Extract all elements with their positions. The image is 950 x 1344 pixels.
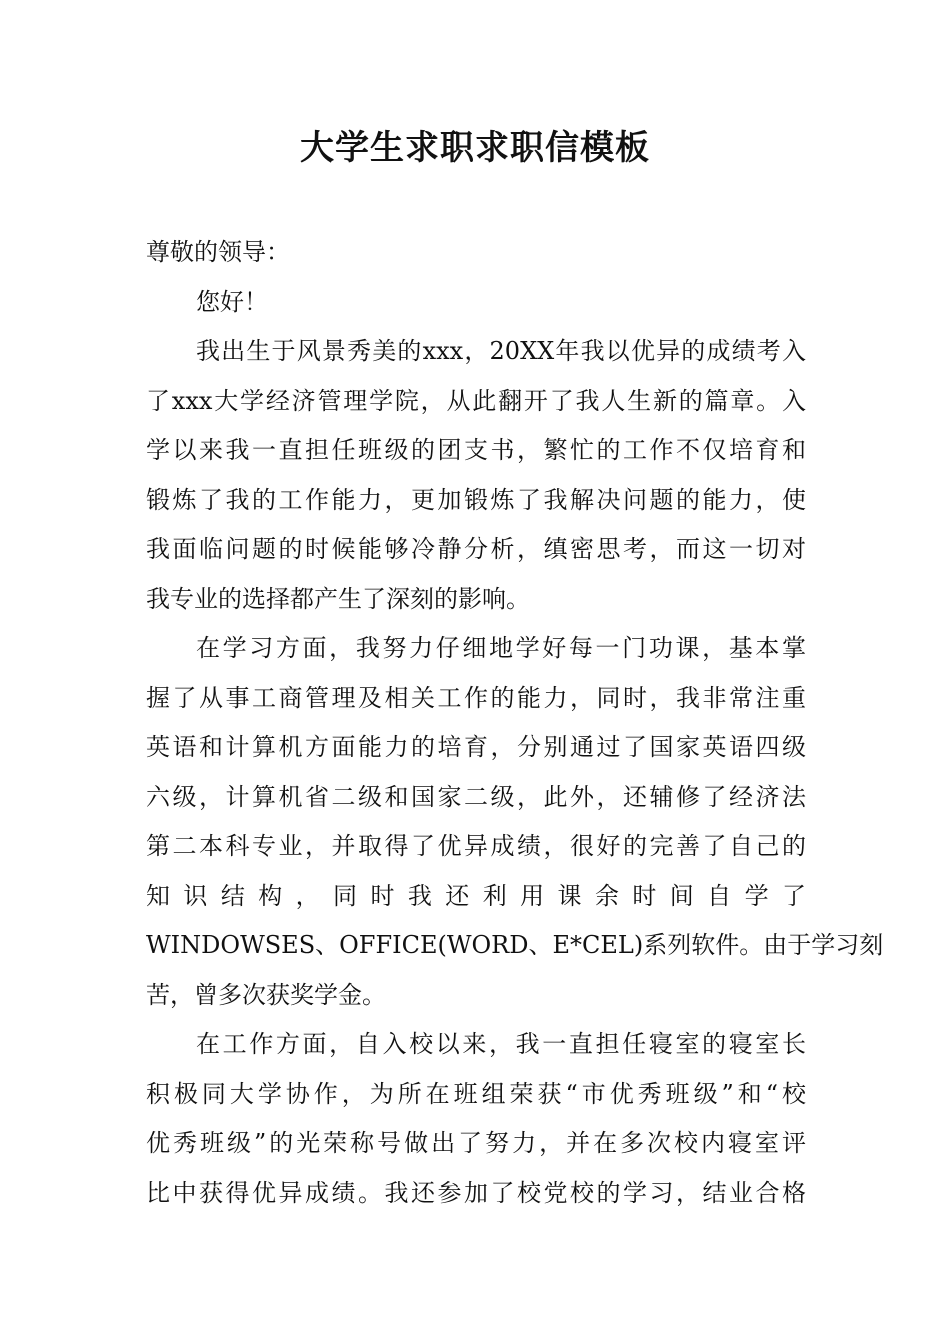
- paragraph-line: 我出生于风景秀美的xxx，20XX年我以优异的成绩考入: [196, 337, 806, 365]
- paragraph-line: 积极同大学协作，为所在班组荣获“市优秀班级”和“校: [146, 1079, 806, 1108]
- paragraph-line: 优秀班级”的光荣称号做出了努力，并在多次校内寝室评: [146, 1129, 806, 1157]
- paragraph-line: 我专业的选择都产生了深刻的影响。: [146, 584, 530, 613]
- paragraph-intro: [146, 327, 806, 624]
- paragraph-line: 英语和计算机方面能力的培育，分别通过了国家英语四级: [146, 733, 806, 761]
- paragraph-line: 比中获得优异成绩。我还参加了校党校的学习，结业合格: [146, 1178, 806, 1207]
- paragraph-line: 握了从事工商管理及相关工作的能力，同时，我非常注重: [146, 683, 806, 712]
- paragraph-line: 我面临问题的时候能够冷静分析，缜密思考，而这一切对: [146, 535, 806, 563]
- paragraph-line: 学以来我一直担任班级的团支书，繁忙的工作不仅培育和: [146, 436, 806, 464]
- paragraph-line: WINDOWSES、OFFICE(WORD、E*CEL)系列软件。由于学习刻: [146, 931, 884, 959]
- salutation: 尊敬的领导：: [146, 238, 290, 266]
- paragraph-study: [146, 624, 884, 1020]
- paragraph-line: 知识结构，同时我还利用课余时间自学了: [146, 881, 806, 910]
- paragraph-work: [146, 1020, 806, 1218]
- paragraph-line: 锻炼了我的工作能力，更加锻炼了我解决问题的能力，使: [146, 485, 806, 514]
- letter-body: [146, 228, 884, 1218]
- page-title: 大学生求职求职信模板: [300, 128, 650, 168]
- paragraph-line: 第二本科专业，并取得了优异成绩，很好的完善了自己的: [146, 832, 806, 860]
- paragraph-line: 苦，曾多次获奖学金。: [146, 980, 386, 1009]
- paragraph-line: 了xxx大学经济管理学院，从此翻开了我人生新的篇章。入: [146, 386, 806, 415]
- paragraph-line: 六级，计算机省二级和国家二级，此外，还辅修了经济法: [146, 782, 806, 811]
- greeting: 您好！: [196, 287, 268, 316]
- paragraph-line: 在工作方面，自入校以来，我一直担任寝室的寝室长: [196, 1030, 806, 1058]
- paragraph-line: 在学习方面，我努力仔细地学好每一门功课，基本掌: [196, 634, 806, 662]
